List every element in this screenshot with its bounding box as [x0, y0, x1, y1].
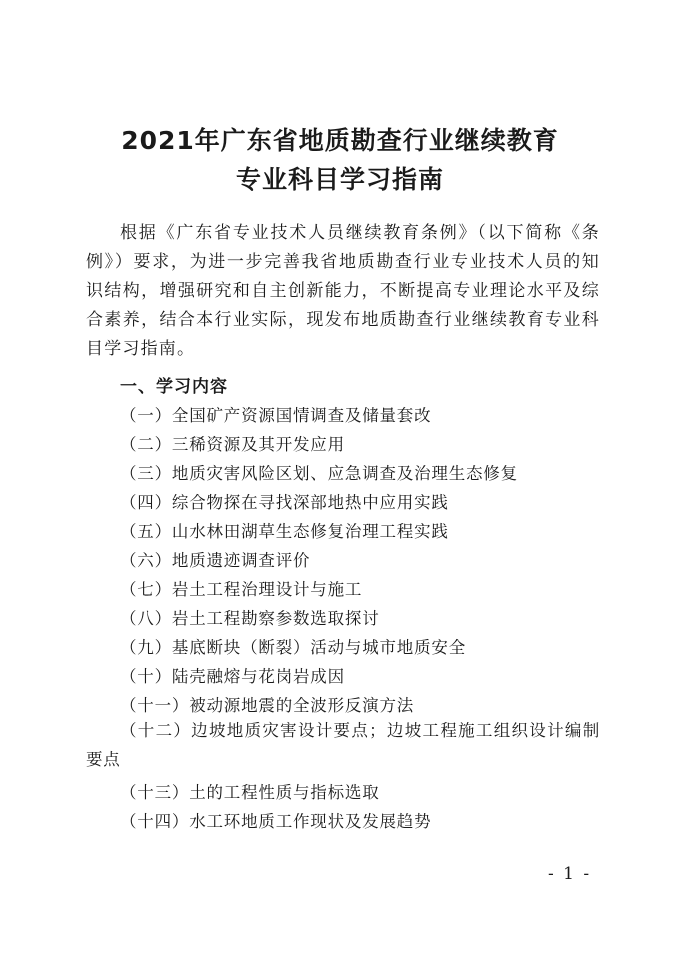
list-item-14: （十四）水工环地质工作现状及发展趋势: [120, 812, 432, 831]
list-item-13: （十三）土的工程性质与指标选取: [120, 783, 380, 802]
intro-paragraph: 根据《广东省专业技术人员继续教育条例》（以下简称《条例》）要求，为进一步完善我省地质勘查行业专业技术人员的知识结构，增强研究和自主创新能力，不断提高专业理论水平及综合素养，结合本行业实际，现发布地质勘查行业继续教育专业科目学习指南。: [86, 223, 600, 359]
document-title-line-1: 2021年广东省地质勘查行业继续教育: [121, 126, 559, 155]
document-title-line-2: 专业科目学习指南: [235, 165, 444, 194]
section-heading-learning-content: 一、学习内容: [120, 377, 228, 397]
list-item-1: （一）全国矿产资源国情调查及储量套改: [120, 406, 432, 425]
list-item-4: （四）综合物探在寻找深部地热中应用实践: [120, 493, 449, 512]
list-item-9: （九）基底断块（断裂）活动与城市地质安全: [120, 638, 466, 657]
list-item-10: （十）陆壳融熔与花岗岩成因: [120, 667, 345, 686]
list-item-8: （八）岩土工程勘察参数选取探讨: [120, 609, 380, 628]
list-item-11: （十一）被动源地震的全波形反演方法: [120, 696, 415, 715]
list-item-6: （六）地质遗迹调查评价: [120, 551, 311, 570]
page-number: - 1 -: [548, 864, 592, 884]
list-item-12: （十二）边坡地质灾害设计要点；边坡工程施工组织设计编制要点: [86, 721, 600, 769]
list-item-7: （七）岩土工程治理设计与施工: [120, 580, 363, 599]
list-item-2: （二）三稀资源及其开发应用: [120, 435, 345, 454]
list-item-5: （五）山水林田湖草生态修复治理工程实践: [120, 522, 449, 541]
list-item-3: （三）地质灾害风险区划、应急调查及治理生态修复: [120, 464, 518, 483]
